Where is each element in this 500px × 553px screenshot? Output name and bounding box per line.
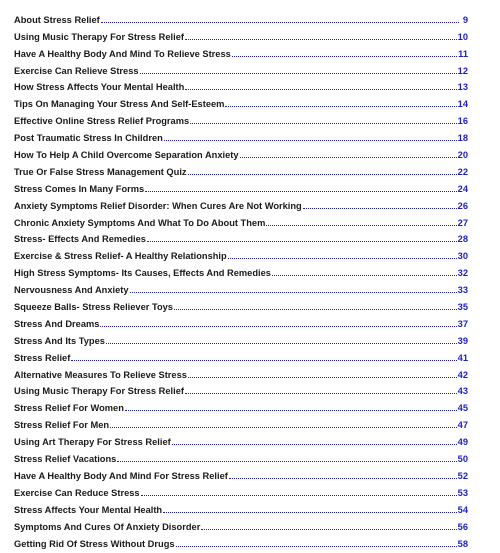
toc-page-number[interactable]: 43	[457, 386, 468, 397]
toc-page-number[interactable]: 39	[457, 335, 468, 346]
toc-entry-title[interactable]: How Stress Affects Your Mental Health	[14, 82, 185, 93]
toc-entry[interactable]	[14, 464, 468, 481]
toc-entry-title[interactable]: Stress Relief	[14, 352, 71, 363]
toc-entry-title[interactable]: Nervousness And Anxiety	[14, 285, 129, 296]
toc-entry-title[interactable]: Stress Relief For Men	[14, 420, 110, 431]
toc-dot-leader	[188, 377, 457, 378]
toc-dot-leader	[185, 39, 457, 40]
toc-entry-title[interactable]: Have A Healthy Body And Mind For Stress Relief	[14, 470, 228, 481]
toc-page-number[interactable]: 53	[457, 487, 468, 498]
toc-page-number[interactable]: 22	[457, 166, 468, 177]
toc-page-number[interactable]: 41	[457, 352, 468, 363]
toc-dot-leader	[164, 140, 457, 141]
toc-entry[interactable]	[14, 42, 468, 59]
toc-entry-title[interactable]: Anxiety Symptoms Relief Disorder: When Cures Are Not Working	[14, 200, 302, 211]
toc-page-number[interactable]: 30	[457, 251, 468, 262]
toc-entry-title[interactable]: Stress Relief Vacations	[14, 454, 117, 465]
toc-page-number[interactable]: 49	[457, 437, 468, 448]
toc-entry-title[interactable]: Tips On Managing Your Stress And Self-Esteem	[14, 99, 225, 110]
toc-entry[interactable]	[14, 76, 468, 93]
toc-page-number[interactable]: 13	[457, 82, 468, 93]
toc-dot-leader	[163, 512, 457, 513]
toc-dot-leader	[71, 360, 456, 361]
toc-page-number[interactable]: 28	[457, 234, 468, 245]
toc-dot-leader	[303, 208, 457, 209]
toc-dot-leader	[229, 478, 457, 479]
toc-dot-leader	[110, 427, 457, 428]
toc-dot-leader	[101, 22, 459, 23]
toc-entry-title[interactable]: Alternative Measures To Relieve Stress	[14, 369, 187, 380]
toc-entry[interactable]	[14, 244, 468, 261]
toc-dot-leader	[225, 106, 456, 107]
toc-entry-title[interactable]: Stress And Dreams	[14, 318, 100, 329]
toc-dot-leader	[176, 546, 457, 547]
toc-page-number[interactable]: 24	[457, 183, 468, 194]
toc-entry[interactable]	[14, 25, 468, 42]
toc-page-number[interactable]: 16	[457, 116, 468, 127]
toc-dot-leader	[130, 292, 457, 293]
toc-entry[interactable]	[14, 396, 468, 413]
toc-entry-title[interactable]: Stress And Its Types	[14, 335, 105, 346]
toc-entry-title[interactable]: Chronic Anxiety Symptoms And What To Do About Them	[14, 217, 266, 228]
toc-entry[interactable]	[14, 346, 468, 363]
toc-entry[interactable]	[14, 126, 468, 143]
toc-dot-leader	[145, 191, 456, 192]
toc-entry-title[interactable]: Stress- Effects And Remedies	[14, 234, 146, 245]
toc-dot-leader	[190, 123, 456, 124]
toc-dot-leader	[272, 275, 457, 276]
toc-page-number[interactable]: 56	[457, 521, 468, 532]
toc-page-number[interactable]: 58	[457, 538, 468, 549]
toc-page-number[interactable]: 14	[457, 99, 468, 110]
toc-dot-leader	[140, 73, 457, 74]
toc-dot-leader	[240, 157, 457, 158]
toc-dot-leader	[188, 174, 457, 175]
toc-dot-leader	[147, 241, 457, 242]
toc-entry[interactable]	[14, 261, 468, 278]
toc-dot-leader	[125, 410, 457, 411]
toc-entry[interactable]	[14, 312, 468, 329]
toc-page-number[interactable]: 47	[457, 420, 468, 431]
toc-entry-title[interactable]: Effective Online Stress Relief Programs	[14, 116, 190, 127]
toc-entry-title[interactable]: Stress Affects Your Mental Health	[14, 504, 163, 515]
toc-entry-title[interactable]: Stress Comes In Many Forms	[14, 183, 145, 194]
toc-page-number[interactable]: 54	[457, 504, 468, 515]
toc-dot-leader	[185, 89, 456, 90]
toc-page-number[interactable]: 9	[462, 14, 468, 25]
toc-entry-title[interactable]: Symptoms And Cures Of Anxiety Disorder	[14, 521, 201, 532]
toc-page-number[interactable]: 45	[457, 403, 468, 414]
toc-page-number[interactable]: 18	[457, 133, 468, 144]
toc-entry[interactable]	[14, 92, 468, 109]
toc-entry-title[interactable]: Using Art Therapy For Stress Relief	[14, 437, 171, 448]
toc-dot-leader	[228, 258, 457, 259]
toc-dot-leader	[185, 393, 457, 394]
toc-entry-title[interactable]: Getting Rid Of Stress Without Drugs	[14, 538, 175, 549]
toc-page-number[interactable]: 35	[457, 302, 468, 313]
toc-entry[interactable]	[14, 228, 468, 245]
toc-entry-title[interactable]: Post Traumatic Stress In Children	[14, 133, 163, 144]
toc-entry-title[interactable]: About Stress Relief	[14, 14, 100, 25]
toc-page-number[interactable]: 50	[457, 454, 468, 465]
toc-page-number[interactable]: 32	[457, 268, 468, 279]
toc-entry[interactable]	[14, 211, 468, 228]
toc-entry-title[interactable]: Exercise Can Relieve Stress	[14, 65, 139, 76]
toc-entry-title[interactable]: How To Help A Child Overcome Separation Anxiety	[14, 150, 239, 161]
toc-dot-leader	[141, 495, 457, 496]
toc-entry-title[interactable]: Exercise Can Reduce Stress	[14, 487, 140, 498]
toc-entry[interactable]	[14, 413, 468, 430]
toc-dot-leader	[266, 225, 456, 226]
toc-dot-leader	[117, 461, 456, 462]
toc-entry[interactable]	[14, 278, 468, 295]
toc-page-number[interactable]: 12	[457, 65, 468, 76]
toc-entry[interactable]	[14, 363, 468, 380]
toc-entry[interactable]	[14, 194, 468, 211]
toc-page-number[interactable]: 33	[457, 285, 468, 296]
toc-dot-leader	[106, 343, 457, 344]
toc-entry[interactable]	[14, 515, 468, 532]
toc-dot-leader	[174, 309, 457, 310]
toc-page-number[interactable]: 11	[458, 48, 468, 59]
table-of-contents	[14, 8, 468, 549]
toc-entry[interactable]	[14, 177, 468, 194]
toc-entry-title[interactable]: Exercise & Stress Relief- A Healthy Relationship	[14, 251, 227, 262]
toc-entry[interactable]	[14, 59, 468, 76]
toc-dot-leader	[100, 326, 456, 327]
toc-entry[interactable]	[14, 143, 468, 160]
toc-entry[interactable]	[14, 430, 468, 447]
toc-page-number[interactable]: 10	[457, 31, 468, 42]
toc-page-number[interactable]: 42	[457, 369, 468, 380]
toc-dot-leader	[232, 56, 457, 57]
toc-entry-title[interactable]: Squeeze Balls- Stress Reliever Toys	[14, 302, 173, 313]
toc-entry[interactable]	[14, 498, 468, 515]
toc-page-number[interactable]: 27	[457, 217, 468, 228]
toc-page-number[interactable]: 26	[457, 200, 468, 211]
toc-entry-title[interactable]: Using Music Therapy For Stress Relief	[14, 386, 184, 397]
toc-dot-leader	[201, 529, 456, 530]
toc-entry[interactable]	[14, 380, 468, 397]
toc-entry[interactable]	[14, 109, 468, 126]
toc-entry-title[interactable]: Using Music Therapy For Stress Relief	[14, 31, 184, 42]
toc-entry-title[interactable]: Stress Relief For Women	[14, 403, 124, 414]
toc-entry[interactable]	[14, 295, 468, 312]
toc-entry[interactable]	[14, 329, 468, 346]
toc-page-number[interactable]: 20	[457, 150, 468, 161]
toc-entry[interactable]	[14, 532, 468, 549]
toc-entry-title[interactable]: True Or False Stress Management Quiz	[14, 166, 187, 177]
toc-entry[interactable]	[14, 447, 468, 464]
toc-entry-title[interactable]: Have A Healthy Body And Mind To Relieve Stress	[14, 48, 231, 59]
toc-page-number[interactable]: 52	[457, 470, 468, 481]
toc-entry[interactable]	[14, 481, 468, 498]
toc-entry[interactable]	[14, 8, 468, 25]
toc-page-number[interactable]: 37	[457, 318, 468, 329]
toc-entry-title[interactable]: High Stress Symptoms- Its Causes, Effects And Remedies	[14, 268, 271, 279]
toc-entry[interactable]	[14, 160, 468, 177]
toc-dot-leader	[172, 444, 457, 445]
